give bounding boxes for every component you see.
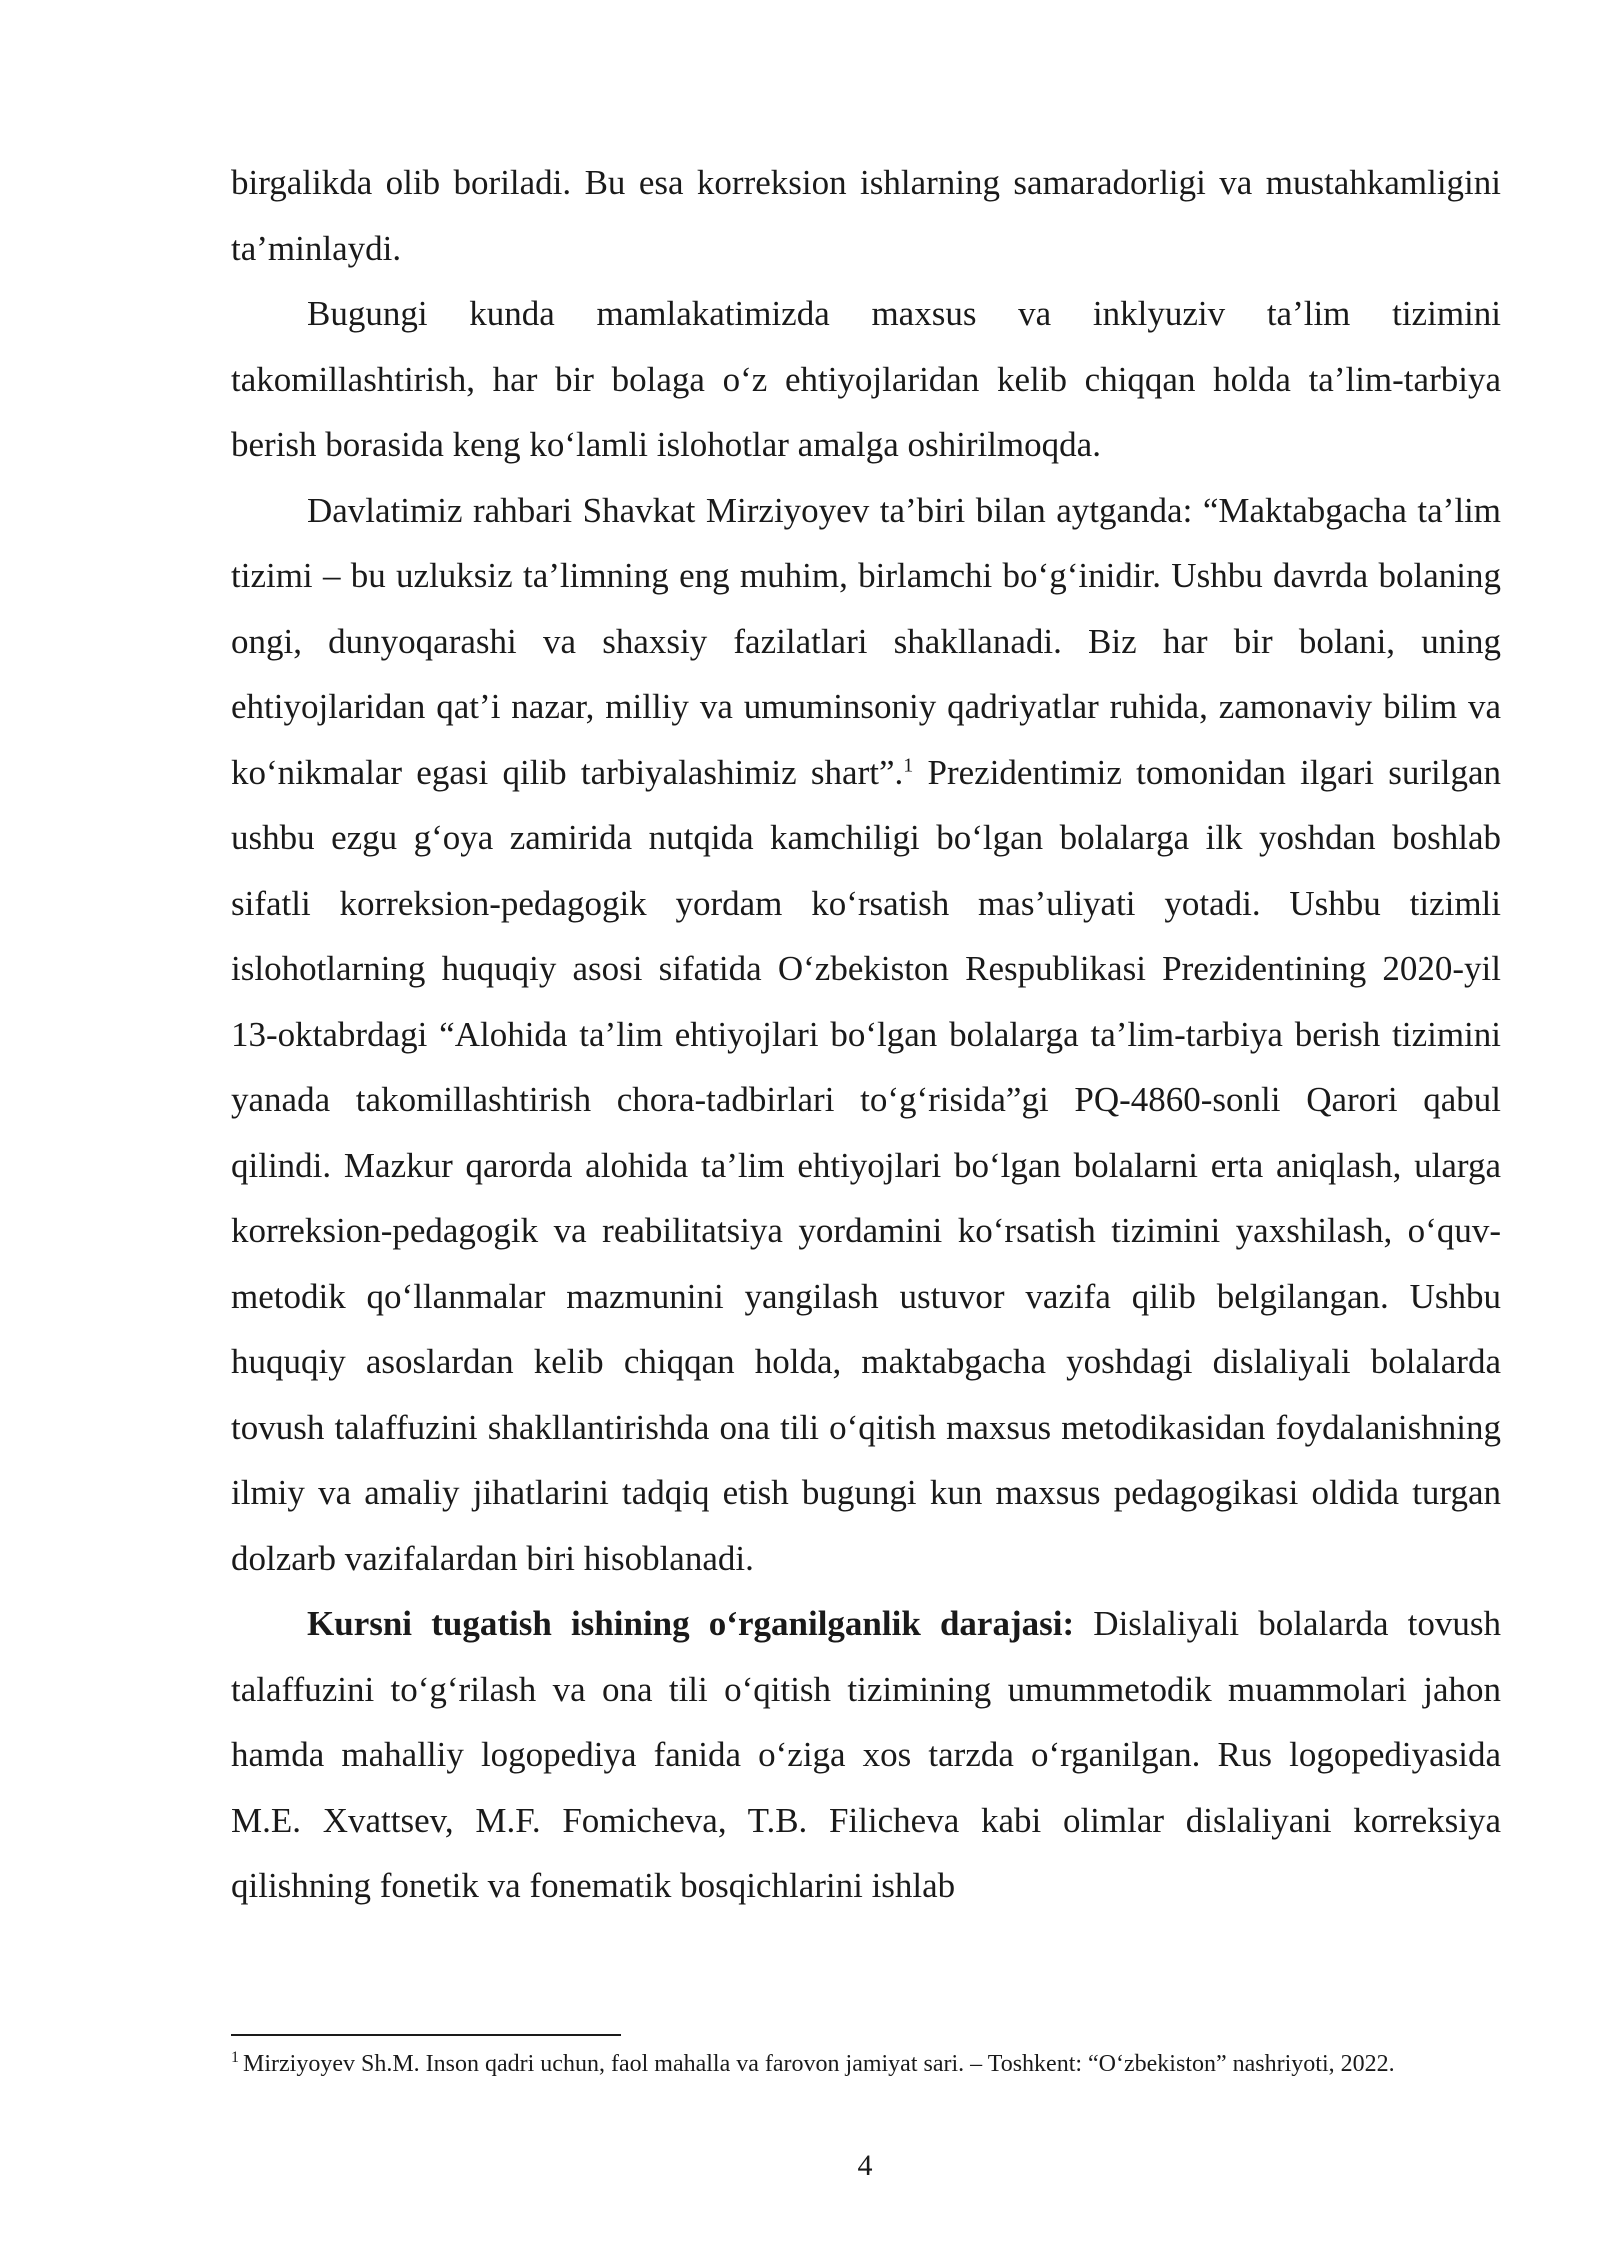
footnote-divider [231,2034,621,2036]
footnote-text: Mirziyoyev Sh.M. Inson qadri uchun, faol mahalla va farovon jamiyat sari. – Toshkent: “O‘zbekiston” nashriyoti, 2022. [243,2051,1395,2077]
paragraph-study-level [231,1591,1501,1919]
footnote-reference: 1 [903,753,914,776]
footnote [231,2048,1501,2081]
quote-text: Davlatimiz rahbari Shavkat Mirziyoyev ta’biri bilan aytganda: “Maktabgacha ta’lim tizimi – bu uzluksiz ta’limning eng muhim, birlamchi bo‘g‘inidir. Ushbu davrda bolaning ongi, dunyoqarashi va shaxsiy fazilatlari shakllanadi. Biz har bir bolani, uning ehtiyojlaridan qat’i nazar, milliy va umuminsoniy qadriyatlar ruhida, zamonaviy bilim va ko‘nikmalar egasi qilib tarbiyalashimiz shart”. [231,490,1501,792]
paragraph-president-quote [231,478,1501,1592]
paragraph-reforms: Bugungi kunda mamlakatimizda maxsus va inklyuziv ta’lim tizimini takomillashtirish, har bir bolaga o‘z ehtiyojlaridan kelib chiqqan holda ta’lim-tarbiya berish borasida keng ko‘lamli islohotlar amalga oshirilmoqda. [231,294,1501,464]
legal-basis-text: Prezidentimiz tomonidan ilgari surilgan ushbu ezgu g‘oya zamirida nutqida kamchiligi bo‘lgan bolalarga ilk yoshdan boshlab sifatli korreksion-pedagogik yordam ko‘rsatish mas’uliyati yotadi. Ushbu tizimli islohotlarning huquqiy asosi sifatida O‘zbekiston Respublikasi Prezidentining 2020-yil 13-oktabrdagi “Alohida ta’lim ehtiyojlari bo‘lgan bolalarga ta’lim-tarbiya berish tizimini yanada takomillashtirish chora-tadbirlari to‘g‘risida”gi PQ-4860-sonli Qarori qabul qilindi. Mazkur qarorda alohida ta’lim ehtiyojlari bo‘lgan bolalarni erta aniqlash, ularga korreksion-pedagogik va reabilitatsiya yordamini ko‘rsatish tizimini yaxshilash, o‘quv-metodik qo‘llanmalar mazmunini yangilash ustuvor vazifa qilib belgilangan. Ushbu huquqiy asoslardan kelib chiqqan holda, maktabgacha yoshdagi dislaliyali bolalarda tovush talaffuzini shakllantirishda ona tili o‘qitish maxsus metodikasidan foydalanishning ilmiy va amaliy jihatlarini tadqiq etish bugungi kun maxsus pedagogikasi oldida turgan dolzarb vazifalardan biri hisoblanadi. [231,752,1501,1578]
footnote-marker: 1 [231,2049,239,2066]
section-heading: Kursni tugatish ishining o‘rganilganlik darajasi: [307,1604,1075,1643]
page-number: 4 [857,2149,873,2182]
paragraph-continuation: birgalikda olib boriladi. Bu esa korreksion ishlarning samaradorligi va mustahkamligini ta’minlaydi. [231,163,1501,268]
body-text [231,150,1501,1919]
study-level-text: Dislaliyali bolalarda tovush talaffuzini to‘g‘rilash va ona tili o‘qitish tizimining umummetodik muammolari jahon hamda mahalliy logopediya fanida o‘ziga xos tarzda o‘rganilgan. Rus logopediyasida M.E. Xvattsev, M.F. Fomicheva, T.B. Filicheva kabi olimlar dislaliyani korreksiya qilishning fonetik va fonematik bosqichlarini ishlab [231,1604,1501,1905]
